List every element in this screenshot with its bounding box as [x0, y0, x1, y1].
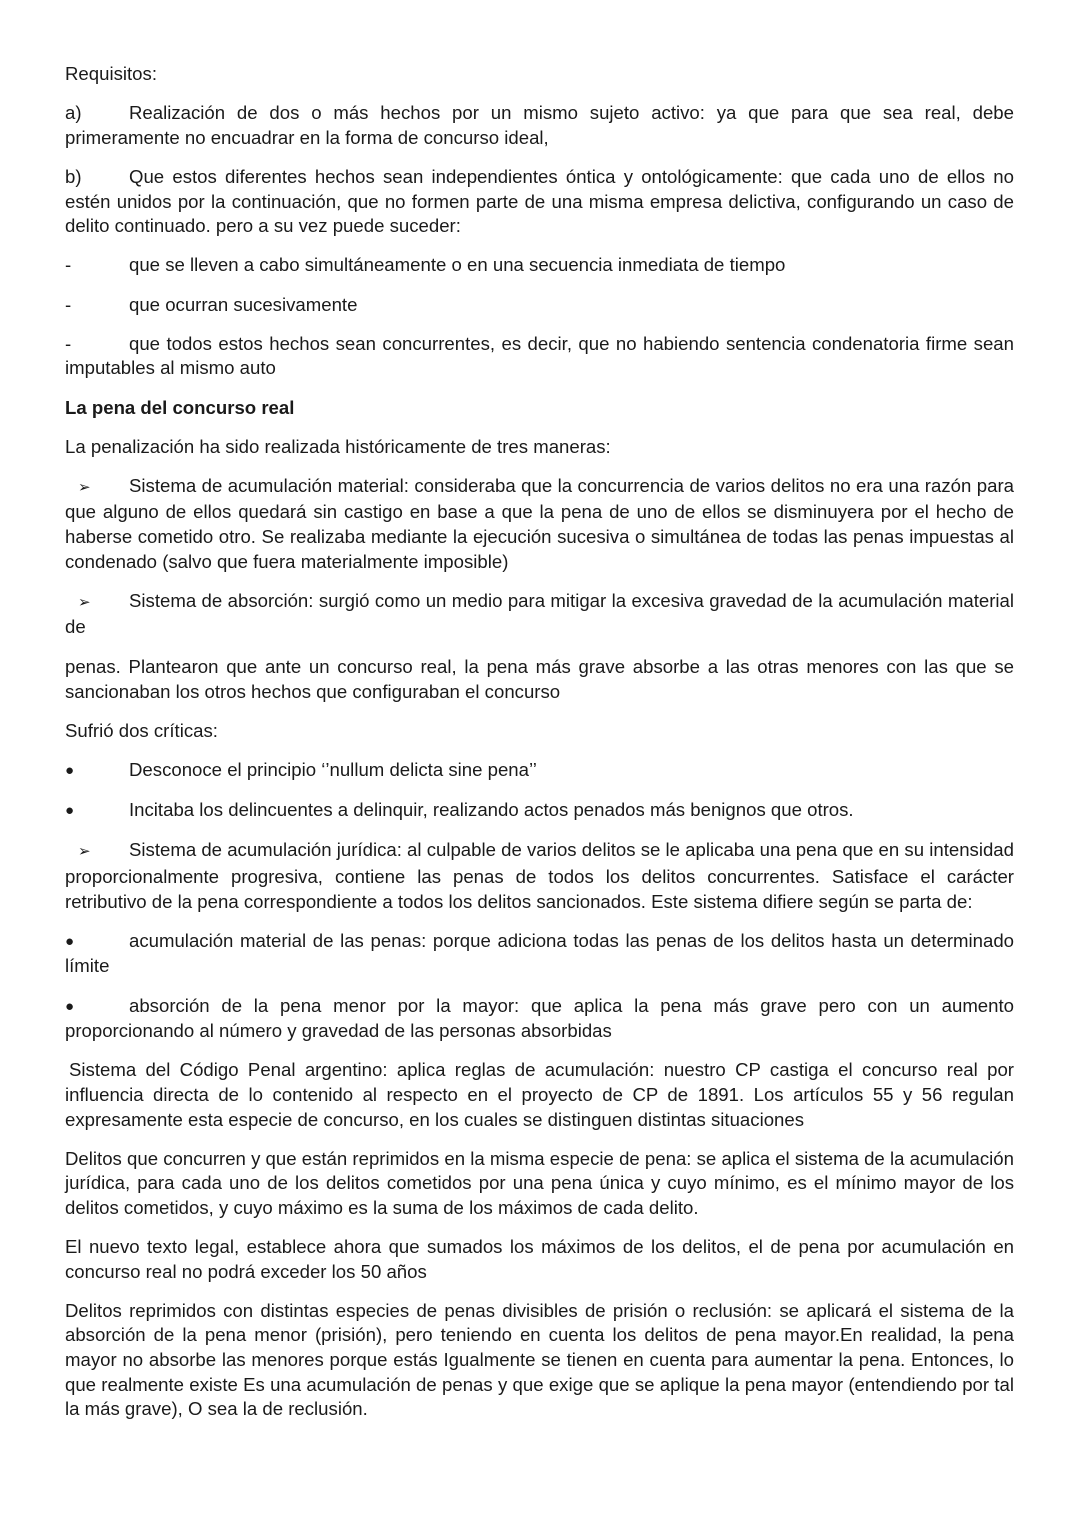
penalizacion-intro: La penalización ha sido realizada históricamente de tres maneras: — [65, 435, 611, 457]
critica-text: Desconoce el principio ‘’nullum delicta sine pena’’ — [129, 759, 537, 780]
arrow-item-text: Sistema de acumulación material: consideraba que la concurrencia de varios delitos no era una razón para que alguno de ellos quedará sin castigo en base a que la pena de uno de ellos se disminuyera por el hecho de haberse cometido otro. Se realizaba mediante la ejecución sucesiva o simultánea de todas las penas impuestas al condenado (salvo que fuera materialmente imposible) — [65, 474, 1014, 572]
dash-item-text: que se lleven a cabo simultáneamente o en una secuencia inmediata de tiempo — [129, 254, 786, 276]
critica-item — [65, 758, 1014, 784]
arrow-bullet-icon: ➢ — [78, 593, 91, 611]
arrow-bullet-icon: ➢ — [78, 843, 91, 861]
arrow-item-absorcion — [65, 589, 1014, 640]
juridica-item-text: acumulación material de las penas: porque adiciona todas las penas de los delitos hasta un determinado límite — [65, 929, 1014, 977]
delitos-misma-especie-paragraph: Delitos que concurren y que están reprimidos en la misma especie de pena: se aplica el sistema de la acumulación jurídica, para cada uno de los delitos cometidos por una pena única y cuyo mínimo, es el mínimo mayor de los delitos cometidos, y cuyo máximo es la suma de los máximos de cada delito. — [65, 1147, 1014, 1218]
nuevo-texto-legal-paragraph: El nuevo texto legal, establece ahora que sumados los máximos de los delitos, el de pena por acumulación en concurso real no podrá exceder los 50 años — [65, 1236, 1014, 1282]
sufrio-criticas: Sufrió dos críticas: — [65, 719, 218, 741]
requisito-a-text: Realización de dos o más hechos por un mismo sujeto activo: ya que para que sea real, debe primeramente no encuadrar en la forma de concurso ideal, — [65, 102, 1014, 148]
dash-item — [65, 293, 1014, 318]
juridica-item — [65, 994, 1014, 1044]
requisito-a — [65, 101, 1014, 150]
dash-marker: - — [65, 254, 72, 276]
juridica-item-text: absorción de la pena menor por la mayor: que aplica la pena más grave pero con un aumento proporcionando al número y gravedad de las personas absorbidas — [65, 994, 1014, 1042]
arrow-item-acumulacion-juridica — [65, 838, 1014, 914]
bullet-icon: ● — [65, 997, 75, 1015]
juridica-item — [65, 929, 1014, 979]
arrow-item-acumulacion-material — [65, 474, 1014, 574]
dash-item-text: que todos estos hechos sean concurrentes, es decir, que no habiendo sentencia condenatoria firme sean imputables al mismo auto — [65, 332, 1014, 379]
bullet-icon: ● — [65, 762, 75, 779]
bullet-icon: ● — [65, 932, 75, 950]
sistema-cp-argentino-paragraph: Sistema del Código Penal argentino: aplica reglas de acumulación: nuestro CP castiga el concurso real por influencia directa de lo contenido al respecto en el proyecto de CP de 1891. Los artículos 55 y 56 regulan expresamente esta especie de concurso, en los cuales se distinguen distintas situaciones — [65, 1059, 1014, 1130]
dash-item-text: que ocurran sucesivamente — [129, 293, 358, 315]
section-heading-pena: La pena del concurso real — [65, 396, 295, 418]
dash-marker: - — [65, 293, 72, 315]
arrow-item-text: Sistema de acumulación jurídica: al culpable de varios delitos se le aplicaba una pena que en su intensidad proporcionalmente progresiva, contiene las penas de todos los delitos concurrentes. Satisface el carácter retributivo de la pena correspondiente a todos los delitos sancionados. Este sistema difiere según se parta de: — [65, 839, 1014, 912]
list-marker-a: a) — [65, 102, 82, 124]
requisito-b — [65, 165, 1014, 239]
requisito-b-text: Que estos diferentes hechos sean independientes óntica y ontológicamente: que cada uno de ellos no estén unidos por la continuación, que no formen parte de una misma empresa delictiva, configurando un caso de delito continuado. pero a su vez puede suceder: — [65, 165, 1014, 237]
arrow-item-text: Sistema de absorción: surgió como un medio para mitigar la excesiva gravedad de la acumulación material de — [65, 589, 1014, 638]
requisitos-title: Requisitos: — [65, 63, 157, 84]
delitos-distintas-especies-paragraph: Delitos reprimidos con distintas especies de penas divisibles de prisión o reclusión: se aplicará el sistema de la absorción de la pena menor (prisión), pero teniendo en cuenta los delitos de pena mayor.En realidad, la pena mayor no absorbe las menores porque estás Igualmente se tienen en cuenta para aumentar la pena. Entonces, lo que realmente existe Es una acumulación de penas y que exige que se aplique la pena mayor (entendiendo por tal la más grave), O sea la de reclusión. — [65, 1299, 1014, 1420]
critica-text: Incitaba los delincuentes a delinquir, realizando actos penados más benignos que otros. — [129, 799, 854, 821]
list-marker-b: b) — [65, 165, 82, 187]
critica-item — [65, 798, 1014, 824]
dash-item — [65, 332, 1014, 381]
dash-item — [65, 253, 1014, 278]
bullet-icon: ● — [65, 802, 75, 820]
dash-marker: - — [65, 332, 72, 354]
penas-plantearon-paragraph: penas. Plantearon que ante un concurso real, la pena más grave absorbe a las otras menores con las que se sancionaban los otros hechos que configuraban el concurso — [65, 656, 1014, 702]
arrow-bullet-icon: ➢ — [78, 478, 91, 496]
